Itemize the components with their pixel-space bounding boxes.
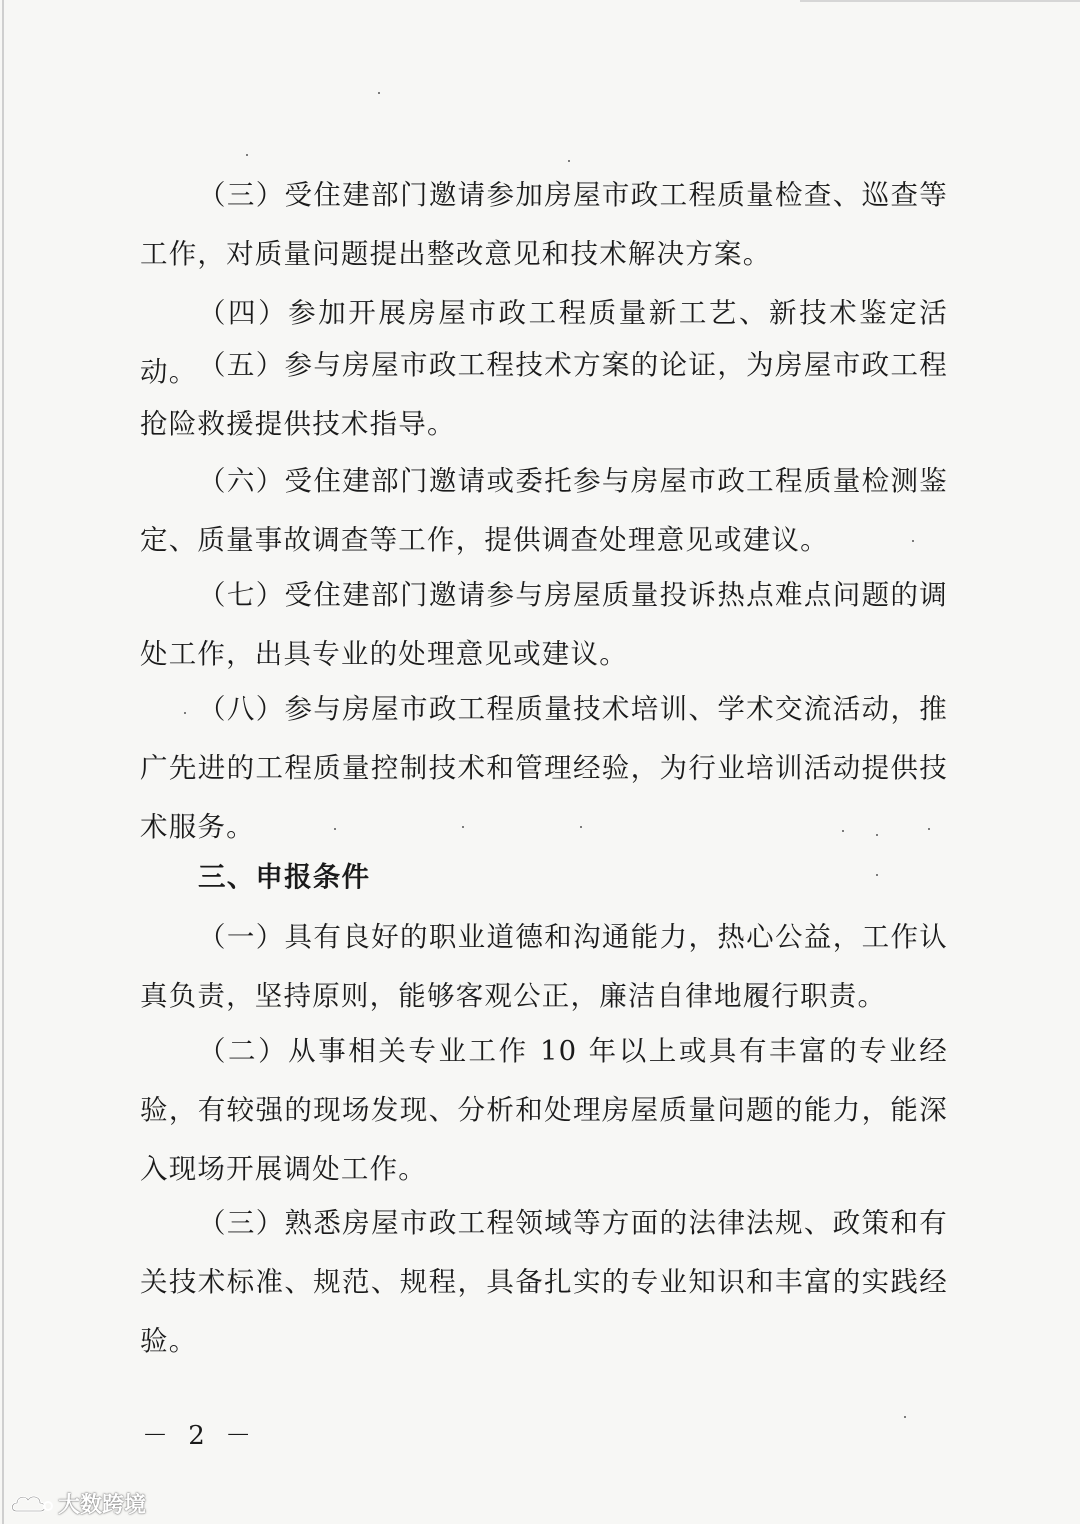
scan-speck [378,92,380,94]
scan-speck [580,826,582,828]
paragraph-8: （八）参与房屋市政工程质量技术培训、学术交流活动，推广先进的工程质量控制技术和管理经验，为行业培训活动提供技术服务。 [140,693,948,843]
scan-speck [928,828,930,830]
scan-speck [876,834,878,836]
condition-1: （一）具有良好的职业道德和沟通能力，热心公益，工作认真负责，坚持原则，能够客观公正，廉洁自律地履行职责。 [140,921,948,1012]
scan-speck [568,160,570,162]
page-edge-left [2,0,4,1524]
scan-speck [904,1416,906,1418]
scan-speck [912,540,914,542]
condition-3: （三）熟悉房屋市政工程领域等方面的法律法规、政策和有关技术标准、规范、规程，具备扎实的专业知识和丰富的实践经验。 [140,1207,948,1357]
page-number: － 2 － [142,1421,258,1451]
paragraph-3: （三）受住建部门邀请参加房屋市政工程质量检查、巡查等工作，对质量问题提出整改意见和技术解决方案。 [140,179,948,270]
scan-speck [334,828,336,830]
paragraph-4: （四）参加开展房屋市政工程质量新工艺、新技术鉴定活动。 [140,297,948,388]
scan-speck [462,826,464,828]
paragraph-5: （五）参与房屋市政工程技术方案的论证，为房屋市政工程抢险救援提供技术指导。 [140,349,948,440]
watermark [10,1488,146,1519]
scan-speck [842,830,844,832]
cloud-logo-icon [10,1491,54,1517]
scan-speck [876,874,878,876]
scan-speck [184,712,186,714]
condition-2: （二）从事相关专业工作 10 年以上或具有丰富的专业经验，有较强的现场发现、分析和处理房屋质量问题的能力，能深入现场开展调处工作。 [140,1035,948,1185]
paragraph-6: （六）受住建部门邀请或委托参与房屋市政工程质量检测鉴定、质量事故调查等工作，提供调查处理意见或建议。 [140,465,948,556]
scan-speck [246,154,248,156]
page-edge-top [800,0,1080,2]
paragraph-7: （七）受住建部门邀请参与房屋质量投诉热点难点问题的调处工作，出具专业的处理意见或建议。 [140,579,948,670]
section-heading: 三、申报条件 [198,861,371,893]
watermark-text: 大数跨境 [58,1493,147,1518]
